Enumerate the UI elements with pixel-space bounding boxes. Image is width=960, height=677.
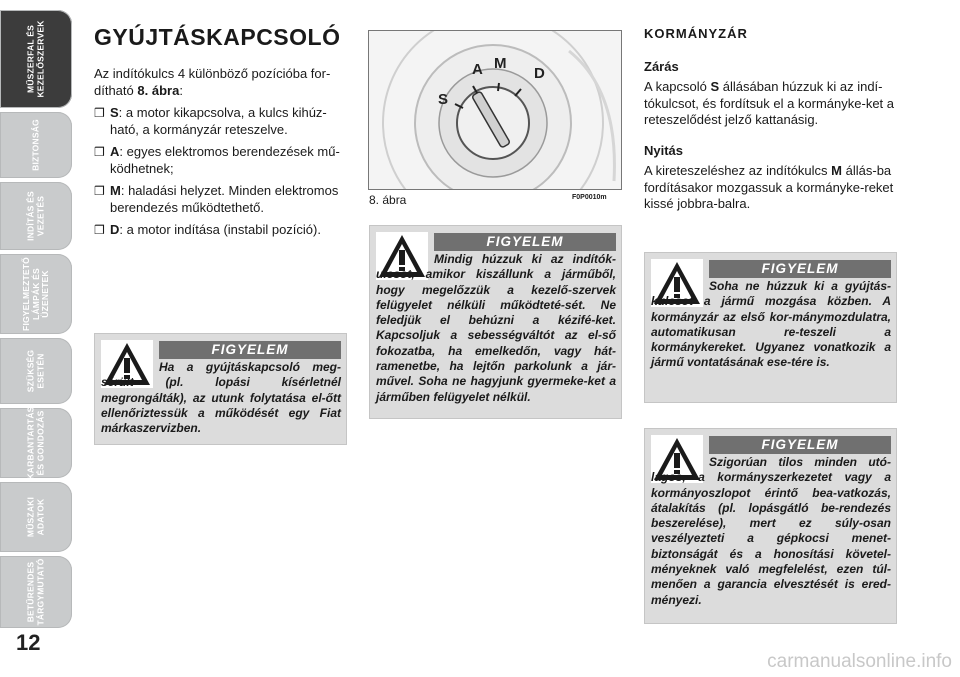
position-description: : egyes elektromos berendezések mű-ködhetnek; [110,144,340,176]
tab-label: FIGYELMEZTETŐ LÁMPÁK ÉS ÜZENETEK [20,257,50,331]
list-item [94,222,348,239]
warning-box-no-modifications [644,428,897,624]
page-number: 12 [16,630,41,655]
warning-box-ignition-damage [94,333,347,445]
position-label-d: D [534,65,545,82]
lock-text-a: A kapcsoló [644,79,707,94]
warning-heading: FIGYELEM [159,341,341,359]
tab-label: MŰSZERFAL ÉS KEZELŐSZERVEK [25,20,45,98]
list-item [94,144,348,177]
unlock-heading: Nyitás [644,142,684,158]
unlock-paragraph [644,163,898,213]
watermark: carmanualsonline.info [767,651,952,672]
position-key: A [110,144,120,159]
position-label-s: S [438,91,449,108]
unlock-key: M [831,163,843,178]
lock-paragraph [644,79,898,129]
warning-text: Mindig húzzuk ki az indítók-ulcsot, amikor kiszállunk a járműből, hogy megelőzzük a kezelő-szervek felügyelet nélküli működteté-sét. Ne feledjük el behúzni a kézifé-ket. Kapcsoljuk a sebességváltót az el-ső fokozatba, ha emelkedőn, vagy hát-ramenetbe, ha lejtőn parkolunk a jár-művel. Soha ne hagyjunk gyermeke-ket a járműben felügyelet nélkül. [376,252,616,404]
unlock-text-a: A kireteszeléshez az indítókulcs [644,163,828,178]
warning-text: Szigorúan tilos minden utó-lagos, a kormányszerkezetet vagy a kormányoszlopot érintő bea-vatkozás, átalakítás (pl. lopásgátló be-rendezés beszerelése), mert ez súly-osan veszélyezteti a gépkocsi menet-biztonságát és a honosítási követel-ményeknek való megfelelést, ezen túl-menően a garancia elvesztését is ered-ményezi. [651,455,891,607]
tab-starting-driving[interactable] [0,182,72,250]
intro-paragraph [94,66,348,99]
position-description: : a motor kikapcsolva, a kulcs kihúz-ható, a kormányzár reteszelve. [110,105,327,137]
tab-label: BETŰRENDES TÁRGYMUTATÓ [25,558,45,626]
figure-caption: 8. ábra [369,193,407,207]
intro-end: : [179,82,183,98]
intro-text: Az indítókulcs 4 különböző pozícióba for-dítható [94,66,331,98]
checkbox-bullet-icon: ❒ [94,106,105,120]
figure-reference: 8. ábra [137,82,180,98]
tab-index[interactable] [0,556,72,628]
warning-heading: FIGYELEM [434,233,616,251]
position-key: D [110,222,120,237]
tab-label: INDÍTÁS ÉS VEZETÉS [25,191,45,241]
list-item [94,183,348,216]
warning-text: Ha a gyújtáskapcsoló meg-sérült (pl. lopási kísérletnél megrongálták), az utunk folytatása el-őtt ellenőriztessük a működését egy Fiat márkaszervizben. [101,360,341,436]
position-label-m: M [494,55,507,72]
tab-label: BIZTONSÁG [30,119,41,171]
lock-heading: Zárás [644,58,679,74]
checkbox-bullet-icon: ❒ [94,184,105,198]
position-description: : haladási helyzet. Minden elektromos berendezés működtethető. [110,183,339,215]
ignition-positions-text [94,66,348,245]
tab-emergency[interactable] [0,338,72,404]
tab-warning-lights[interactable] [0,254,72,334]
steering-lock-section [644,26,898,213]
tab-technical-data[interactable] [0,482,72,552]
tab-maintenance[interactable] [0,408,72,478]
position-description: : a motor indítása (instabil pozíció). [119,222,321,237]
checkbox-bullet-icon: ❒ [94,145,105,159]
position-key: M [110,183,121,198]
tab-instruments[interactable] [0,10,72,108]
tab-label: KARBANTARTÁS ÉS GONDOZÁS [25,406,45,480]
ignition-switch-figure [368,30,622,190]
position-key: S [110,105,119,120]
list-item [94,105,348,138]
unlock-text-b: állás-ba fordításakor mozgassuk a kormányke-reket kissé jobbra-balra. [644,163,894,211]
tab-safety[interactable] [0,112,72,178]
warning-heading: FIGYELEM [709,260,891,278]
tab-label: MŰSZAKI ADATOK [25,496,45,538]
lock-key: S [710,79,720,94]
warning-text: Soha ne húzzuk ki a gyújtás-kulcsot a jármű mozgása közben. A kormányzár az első kor-mánymozdulatra, automatikusan re-teszeli a kormánykereket. Ugyanez vonatkozik a jármű vontatásának ese-tére is. [651,279,891,370]
figure-code: F0P0010m [572,194,607,201]
chapter-sidebar [0,0,75,677]
position-label-a: A [472,61,483,78]
checkbox-bullet-icon: ❒ [94,223,105,237]
warning-box-remove-key [369,225,622,419]
tab-label: SZÜKSÉG ESETÉN [25,349,45,393]
page-title: GYÚJTÁSKAPCSOLÓ [94,24,341,50]
section-heading: KORMÁNYZÁR [644,26,748,41]
lock-text-b: állásában húzzuk ki az indí-tókulcsot, és fordítsuk el a kormányke-ket a reteszelődést jelző kattanásig. [644,79,894,127]
warning-heading: FIGYELEM [709,436,891,454]
warning-box-key-while-moving [644,252,897,403]
